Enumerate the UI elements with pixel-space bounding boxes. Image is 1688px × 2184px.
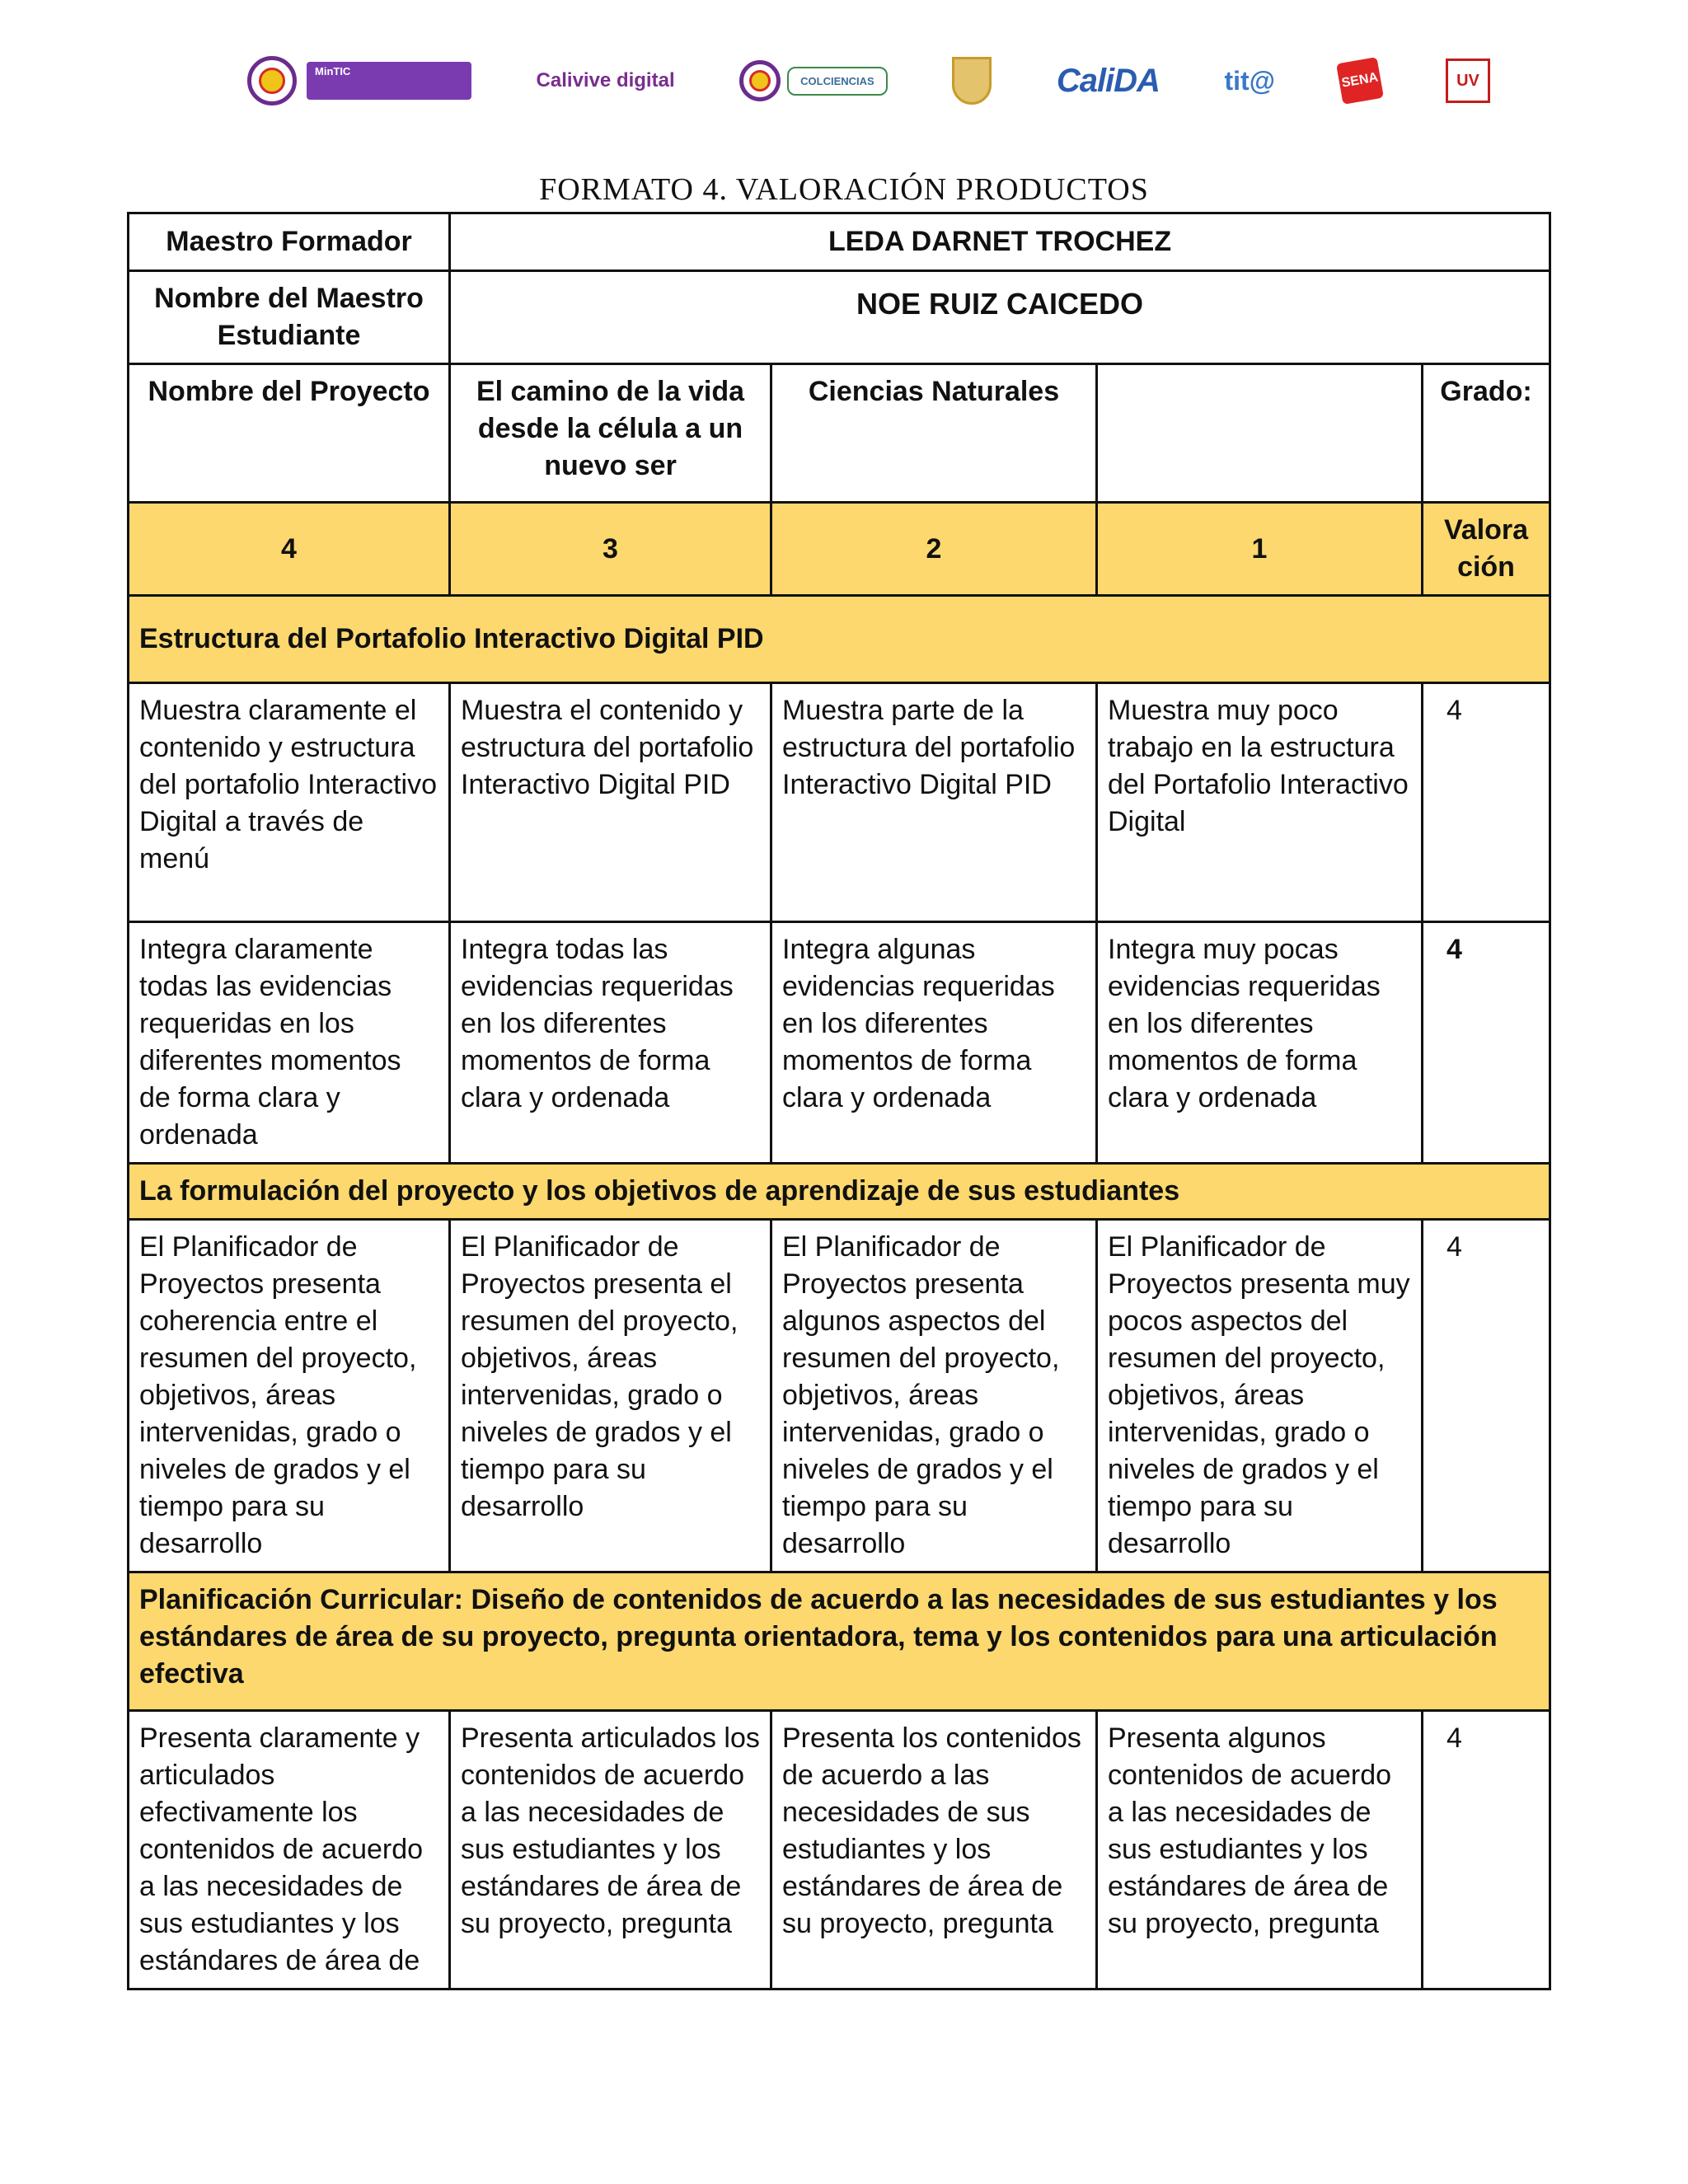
colciencias-logo xyxy=(739,51,888,110)
proyecto-value: El camino de la vida desde la célula a un nuevo ser xyxy=(450,364,771,503)
section-header xyxy=(129,1572,1550,1711)
maestro-formador-label: Maestro Formador xyxy=(129,213,450,271)
colombia-seal-icon xyxy=(739,60,781,101)
score-cell: 4 xyxy=(1423,922,1550,1164)
maestro-formador-row xyxy=(129,213,1550,271)
criteria-cell: Integra claramente todas las evidencias requeridas en los diferentes momentos de forma clara y ordenada xyxy=(129,922,450,1164)
criteria-cell: El Planificador de Proyectos presenta el resumen del proyecto, objetivos, áreas intervenidas, grado o niveles de grados y el tiempo para su desarrollo xyxy=(450,1220,771,1572)
maestro-estudiante-value: NOE RUIZ CAICEDO xyxy=(450,271,1550,364)
univalle-label: UV xyxy=(1446,59,1490,103)
criteria-cell: Integra muy pocas evidencias requeridas en los diferentes momentos de forma clara y ordenada xyxy=(1097,922,1423,1164)
colombia-seal-icon xyxy=(247,56,297,105)
mintic-label: MinTIC xyxy=(307,62,471,100)
proyecto-row xyxy=(129,364,1550,503)
sena-logo xyxy=(1339,51,1381,110)
levels-row xyxy=(129,503,1550,596)
logo-bar xyxy=(247,51,1490,110)
document-title: FORMATO 4. VALORACIÓN PRODUCTOS xyxy=(539,172,1149,207)
criteria-cell: El Planificador de Proyectos presenta coherencia entre el resumen del proyecto, objetivos, áreas intervenidas, grado o niveles de grados y el tiempo para su desarrollo xyxy=(129,1220,450,1572)
valoracion-label: Valora ción xyxy=(1423,503,1550,596)
colciencias-label: COLCIENCIAS xyxy=(787,67,888,96)
maestro-estudiante-label: Nombre del Maestro Estudiante xyxy=(129,271,450,364)
criteria-row xyxy=(129,1220,1550,1572)
criteria-cell: El Planificador de Proyectos presenta algunos aspectos del resumen del proyecto, objetivos, áreas intervenidas, grado o niveles de grados y el tiempo para su desarrollo xyxy=(771,1220,1097,1572)
rubric-table xyxy=(127,212,1551,1990)
crest-icon xyxy=(952,57,992,105)
criteria-cell: Muestra muy poco trabajo en la estructura del Portafolio Interactivo Digital xyxy=(1097,683,1423,922)
criteria-cell: Integra algunas evidencias requeridas en los diferentes momentos de forma clara y ordenada xyxy=(771,922,1097,1164)
level-3: 3 xyxy=(450,503,771,596)
calida-logo: CaliDA xyxy=(1056,62,1160,99)
sena-label: SENA xyxy=(1336,57,1384,105)
section-title: La formulación del proyecto y los objetivos de aprendizaje de sus estudiantes xyxy=(129,1164,1550,1220)
criteria-row xyxy=(129,1711,1550,1990)
criteria-cell: Presenta algunos contenidos de acuerdo a las necesidades de sus estudiantes y los estándares de área de su proyecto, pregunta xyxy=(1097,1711,1423,1990)
area-value: Ciencias Naturales xyxy=(771,364,1097,503)
criteria-cell: El Planificador de Proyectos presenta muy pocos aspectos del resumen del proyecto, objetivos, áreas intervenidas, grado o niveles de grados y el tiempo para su desarrollo xyxy=(1097,1220,1423,1572)
score-cell: 4 xyxy=(1423,1711,1550,1990)
section-title: Estructura del Portafolio Interactivo Digital PID xyxy=(129,596,1550,683)
criteria-cell: Muestra el contenido y estructura del portafolio Interactivo Digital PID xyxy=(450,683,771,922)
section-header xyxy=(129,596,1550,683)
criteria-cell: Presenta los contenidos de acuerdo a las necesidades de sus estudiantes y los estándares de área de su proyecto, pregunta xyxy=(771,1711,1097,1990)
tita-logo: tit@ xyxy=(1224,65,1275,96)
criteria-cell: Presenta articulados los contenidos de acuerdo a las necesidades de sus estudiantes y los estándares de área de su proyecto, pregunta xyxy=(450,1711,771,1990)
criteria-row xyxy=(129,683,1550,922)
gobernacion-logo xyxy=(952,51,992,110)
criteria-cell: Muestra claramente el contenido y estructura del portafolio Interactivo Digital a través de menú xyxy=(129,683,450,922)
level-1: 1 xyxy=(1097,503,1423,596)
section-title: Planificación Curricular: Diseño de contenidos de acuerdo a las necesidades de sus estudiantes y los estándares de área de su proyecto, pregunta orientadora, tema y los contenidos para una articulación efectiva xyxy=(129,1572,1550,1711)
score-cell: 4 xyxy=(1423,1220,1550,1572)
maestro-formador-value: LEDA DARNET TROCHEZ xyxy=(450,213,1550,271)
proyecto-label: Nombre del Proyecto xyxy=(129,364,450,503)
criteria-cell: Integra todas las evidencias requeridas en los diferentes momentos de forma clara y ordenada xyxy=(450,922,771,1164)
score-cell: 4 xyxy=(1423,683,1550,922)
level-2: 2 xyxy=(771,503,1097,596)
criteria-cell: Muestra parte de la estructura del portafolio Interactivo Digital PID xyxy=(771,683,1097,922)
maestro-estudiante-row xyxy=(129,271,1550,364)
empty-cell xyxy=(1097,364,1423,503)
criteria-row xyxy=(129,922,1550,1164)
criteria-cell: Presenta claramente y articulados efectivamente los contenidos de acuerdo a las necesidades de sus estudiantes y los estándares de área de xyxy=(129,1711,450,1990)
univalle-logo xyxy=(1446,51,1490,110)
calivive-logo: Calivive digital xyxy=(536,69,675,91)
level-4: 4 xyxy=(129,503,450,596)
grado-label: Grado: xyxy=(1423,364,1550,503)
section-header xyxy=(129,1164,1550,1220)
mintic-logo xyxy=(247,51,471,110)
